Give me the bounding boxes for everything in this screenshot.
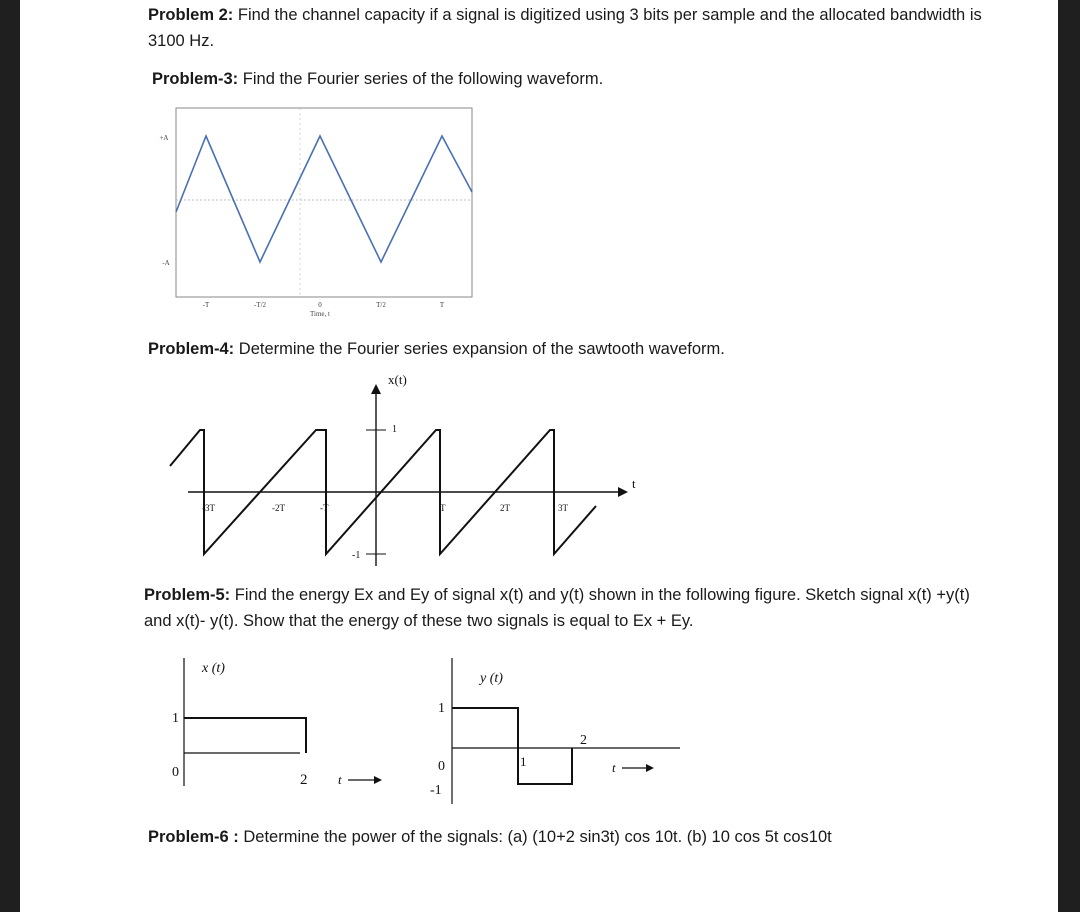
tick-zero: 0: [318, 301, 322, 309]
problem-4-text: Determine the Fourier series expansion of the sawtooth waveform.: [238, 340, 725, 358]
y-one-label: 1: [438, 701, 445, 716]
signals-xy-figure: [140, 650, 680, 810]
x-t-label: t: [338, 772, 342, 787]
tick-label-t: T: [440, 503, 446, 513]
right-dark-margin: [1058, 0, 1080, 912]
x-zero-label: 0: [172, 765, 179, 780]
y-of-t-label: y (t): [480, 671, 503, 686]
minus-one-label: -1: [352, 550, 361, 561]
x-axis-label: Time, t: [310, 310, 330, 318]
tick-t-half: T/2: [376, 301, 386, 309]
tick-label-minus-3t: -3T: [202, 503, 215, 513]
tick-label-minus-2t: -2T: [272, 503, 285, 513]
x-axis-arrowhead: [371, 384, 381, 394]
one-label: 1: [392, 424, 397, 435]
left-dark-margin: [0, 0, 20, 912]
problem-4-title: Problem-4:: [148, 340, 235, 358]
tick-label-minus-t: -T: [320, 503, 329, 513]
y-t-label: t: [612, 760, 616, 775]
problem-2-text: Find the channel capacity if a signal is digitized using 3 bits per sample and the allocated bandwidth is 3100 Hz.: [148, 6, 982, 50]
problem-5-title: Problem-5:: [144, 586, 231, 604]
x-signal: [184, 718, 306, 753]
problem-2: [148, 2, 984, 54]
label-plus-a: +A: [159, 134, 169, 142]
t-label: t: [632, 476, 636, 491]
tick-minus-t: -T: [202, 301, 210, 309]
y-two-label: 2: [580, 733, 587, 748]
x-of-t-label: x (t): [202, 661, 225, 676]
y-tick-one-label: 1: [520, 754, 527, 769]
problem-2-title: Problem 2:: [148, 6, 234, 24]
label-minus-a: -A: [162, 259, 170, 267]
x-two-label: 2: [300, 772, 308, 788]
problem-6-title: Problem-6 :: [148, 828, 239, 846]
y-minus-one-label: -1: [430, 783, 442, 798]
sawtooth-figure: [140, 366, 660, 572]
x-one-label: 1: [172, 711, 179, 726]
x-of-t-label: x(t): [388, 372, 407, 387]
problem-3-text: Find the Fourier series of the following waveform.: [242, 70, 604, 88]
tick-label-2t: 2T: [500, 503, 510, 513]
triangle-wave-line: [176, 136, 472, 262]
x-t-arrowhead: [374, 776, 382, 784]
problem-5: [144, 582, 984, 634]
problem-4: [148, 336, 1008, 362]
problem-3-title: Problem-3:: [152, 70, 239, 88]
problem-3: [152, 66, 992, 92]
triangle-waveform-figure: [140, 102, 480, 324]
y-zero-label: 0: [438, 759, 445, 774]
document-page: [20, 0, 1058, 912]
plot-frame: [176, 108, 472, 297]
y-signal: [452, 708, 572, 784]
tick-label-3t: 3T: [558, 503, 568, 513]
tick-minus-t-half: -T/2: [253, 301, 267, 309]
problem-6: [148, 824, 1008, 850]
t-axis-arrowhead: [618, 487, 628, 497]
problem-6-text: Determine the power of the signals: (a) (10+2 sin3t) cos 10t. (b) 10 cos 5t cos10t: [243, 828, 832, 846]
y-t-arrowhead: [646, 764, 654, 772]
tick-t: T: [439, 301, 445, 309]
problem-5-text: Find the energy Ex and Ey of signal x(t) and y(t) shown in the following figure. Sketch signal x(t) +y(t) and x(t)- y(t). Show that the energy of these two signals is equal to Ex + Ey.: [144, 586, 970, 630]
